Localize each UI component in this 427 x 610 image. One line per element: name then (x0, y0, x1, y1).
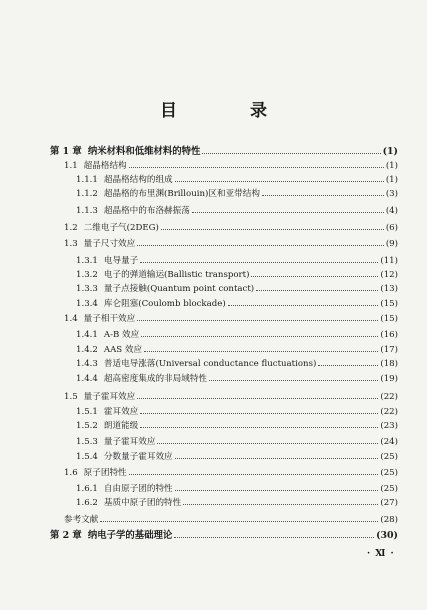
dot-leader (256, 283, 378, 291)
dot-leader (192, 205, 384, 213)
toc-entry-number: 1.2 (64, 223, 78, 233)
toc-entry-title: 超高密度集成的非局域特性 (103, 374, 208, 384)
toc-entry[interactable] (64, 467, 398, 479)
dot-leader (129, 160, 384, 168)
toc-entry[interactable] (76, 497, 398, 509)
toc-entry[interactable] (64, 391, 398, 403)
toc-entry-page: (1) (385, 175, 398, 185)
toc-entry-number: 1.1.2 (76, 189, 98, 199)
page-title: 目 录 (160, 101, 295, 121)
toc-entry-page: (15) (380, 314, 398, 324)
toc-entry-title: A-B 效应 (103, 330, 140, 340)
toc-entry-page: (1) (382, 146, 398, 157)
dot-leader (183, 497, 378, 505)
toc-entry-number: 1.4.1 (76, 330, 98, 340)
toc-entry-page: (22) (380, 407, 398, 417)
toc-entry-number: 1.5.1 (76, 407, 98, 417)
toc-entry-title: 分数量子霍耳效应 (103, 452, 173, 462)
toc-entry-title: 霍耳效应 (103, 407, 139, 417)
toc-entry-title: 超晶格的布里渊(Brillouin)区和亚带结构 (103, 189, 260, 199)
toc-entry-title: 二维电子气(2DEG) (83, 223, 159, 233)
toc-entry[interactable] (76, 298, 398, 310)
dot-leader (140, 255, 378, 263)
toc-entry-title: 库仑阻塞(Coulomb blockade) (103, 299, 226, 309)
dot-leader (262, 188, 384, 196)
toc-entry-title: 量子霍耳效应 (83, 392, 136, 402)
toc-entry-page: (11) (380, 256, 398, 266)
toc-entry-page: (27) (380, 498, 398, 508)
toc-entry-number: 1.4 (64, 314, 78, 324)
toc-entry-number: 1.3.1 (76, 256, 98, 266)
toc-entry-page: (23) (380, 421, 398, 431)
toc-entry-title: 基质中原子团的特性 (103, 498, 182, 508)
toc-entry-page: (15) (380, 299, 398, 309)
toc-entry-number: 1.4.3 (76, 359, 98, 369)
dot-leader (129, 467, 379, 475)
toc-entry[interactable] (76, 358, 398, 370)
toc-chapter-entry[interactable] (50, 530, 398, 542)
toc-entry-title: 超晶格结构的组成 (103, 175, 173, 185)
toc-entry[interactable] (76, 420, 398, 432)
toc-entry-page: (30) (376, 530, 398, 541)
toc-entry-title: 量子霍耳效应 (103, 437, 156, 447)
toc-entry[interactable] (76, 483, 398, 495)
toc-entry-number: 1.6 (64, 468, 78, 478)
toc-entry-number: 第 1 章 (50, 146, 82, 157)
toc-entry-page: (1) (385, 161, 398, 171)
toc-entry[interactable] (76, 406, 398, 418)
toc-entry-title: 超晶格结构 (83, 161, 127, 171)
dot-leader (228, 298, 379, 306)
dot-leader (137, 391, 378, 399)
toc-entry-number: 1.6.1 (76, 484, 98, 494)
toc-entry[interactable] (76, 269, 398, 281)
dot-leader (175, 451, 379, 459)
dot-leader (175, 483, 379, 491)
toc-entry-title: 普适电导涨落(Universal conductance fluctuations) (103, 359, 317, 369)
toc-entry-page: (9) (385, 239, 398, 249)
toc-entry[interactable] (76, 174, 398, 186)
toc-entry-title: 电子的弹道输运(Ballistic transport) (103, 270, 250, 280)
dot-leader (175, 174, 384, 182)
dot-leader (251, 269, 378, 277)
toc-entry[interactable] (76, 255, 398, 267)
toc-entry-page: (16) (380, 330, 398, 340)
toc-entry-page: (25) (380, 484, 398, 494)
toc-entry-title: 纳电子学的基础理论 (87, 530, 173, 541)
toc-entry-title: 电导量子 (103, 256, 139, 266)
dot-leader (318, 358, 378, 366)
dot-leader (161, 222, 384, 230)
toc-entry-title: 量子尺寸效应 (83, 239, 136, 249)
toc-entry-page: (3) (385, 189, 398, 199)
dot-leader (141, 329, 378, 337)
toc-entry-page: (13) (380, 284, 398, 294)
toc-entry[interactable] (64, 514, 398, 526)
toc-entry-number: 1.5.2 (76, 421, 98, 431)
toc-entry-title: 量子点接触(Quantum point contact) (103, 284, 255, 294)
toc-entry[interactable] (76, 373, 398, 385)
toc-entry-page: (28) (380, 515, 398, 525)
toc-entry[interactable] (76, 329, 398, 341)
toc-entry[interactable] (64, 160, 398, 172)
toc-entry-number: 1.1.1 (76, 175, 98, 185)
toc-chapter-entry[interactable] (50, 146, 398, 158)
toc-entry-number: 1.5.4 (76, 452, 98, 462)
dot-leader (157, 436, 378, 444)
dot-leader (209, 373, 378, 381)
toc-entry-number: 1.4.2 (76, 345, 98, 355)
toc-entry-page: (22) (380, 392, 398, 402)
toc-entry-title: 参考文献 (64, 515, 99, 525)
toc-entry-page: (4) (385, 206, 398, 216)
toc-entry-number: 第 2 章 (50, 530, 82, 541)
toc-entry-number: 1.5.3 (76, 437, 98, 447)
toc-entry-title: 原子团特性 (83, 468, 127, 478)
toc-entry-number: 1.1 (64, 161, 78, 171)
toc-entry-page: (25) (380, 452, 398, 462)
toc-entry-title: 朗道能级 (103, 421, 139, 431)
toc-entry-number: 1.5 (64, 392, 78, 402)
toc-entry-page: (6) (385, 223, 398, 233)
dot-leader (202, 146, 380, 154)
toc-entry[interactable] (64, 238, 398, 250)
toc-entry-number: 1.3 (64, 239, 78, 249)
toc-entry-title: 纳米材料和低维材料的特性 (87, 146, 201, 157)
toc-entry-page: (19) (380, 374, 398, 384)
toc-entry-title: AAS 效应 (103, 345, 143, 355)
toc-entry-number: 1.3.3 (76, 284, 98, 294)
page-number: · Ⅺ · (367, 549, 395, 559)
dot-leader (144, 344, 378, 352)
toc-entry[interactable] (76, 436, 398, 448)
dot-leader (174, 530, 374, 538)
toc-entry-number: 1.3.2 (76, 270, 98, 280)
toc-entry-page: (25) (380, 468, 398, 478)
toc-entry[interactable] (76, 451, 398, 463)
toc-entry-title: 量子相干效应 (83, 314, 136, 324)
toc-entry[interactable] (76, 283, 398, 295)
toc-entry[interactable] (64, 222, 398, 234)
dot-leader (100, 514, 378, 522)
toc-entry-page: (17) (380, 345, 398, 355)
toc-entry[interactable] (76, 344, 398, 356)
toc-entry-page: (24) (380, 437, 398, 447)
toc-entry-number: 1.3.4 (76, 299, 98, 309)
toc-entry-page: (12) (380, 270, 398, 280)
dot-leader (137, 238, 384, 246)
toc-entry-number: 1.6.2 (76, 498, 98, 508)
toc-entry-number: 1.1.3 (76, 206, 98, 216)
dot-leader (140, 420, 378, 428)
toc-entry-number: 1.4.4 (76, 374, 98, 384)
toc-entry[interactable] (64, 313, 398, 325)
toc-entry[interactable] (76, 205, 398, 217)
dot-leader (140, 406, 378, 414)
toc-entry-page: (18) (380, 359, 398, 369)
toc-entry-title: 自由原子团的特性 (103, 484, 173, 494)
dot-leader (137, 313, 378, 321)
toc-entry-title: 超晶格中的布洛赫振荡 (103, 206, 190, 216)
toc-entry[interactable] (76, 188, 398, 200)
